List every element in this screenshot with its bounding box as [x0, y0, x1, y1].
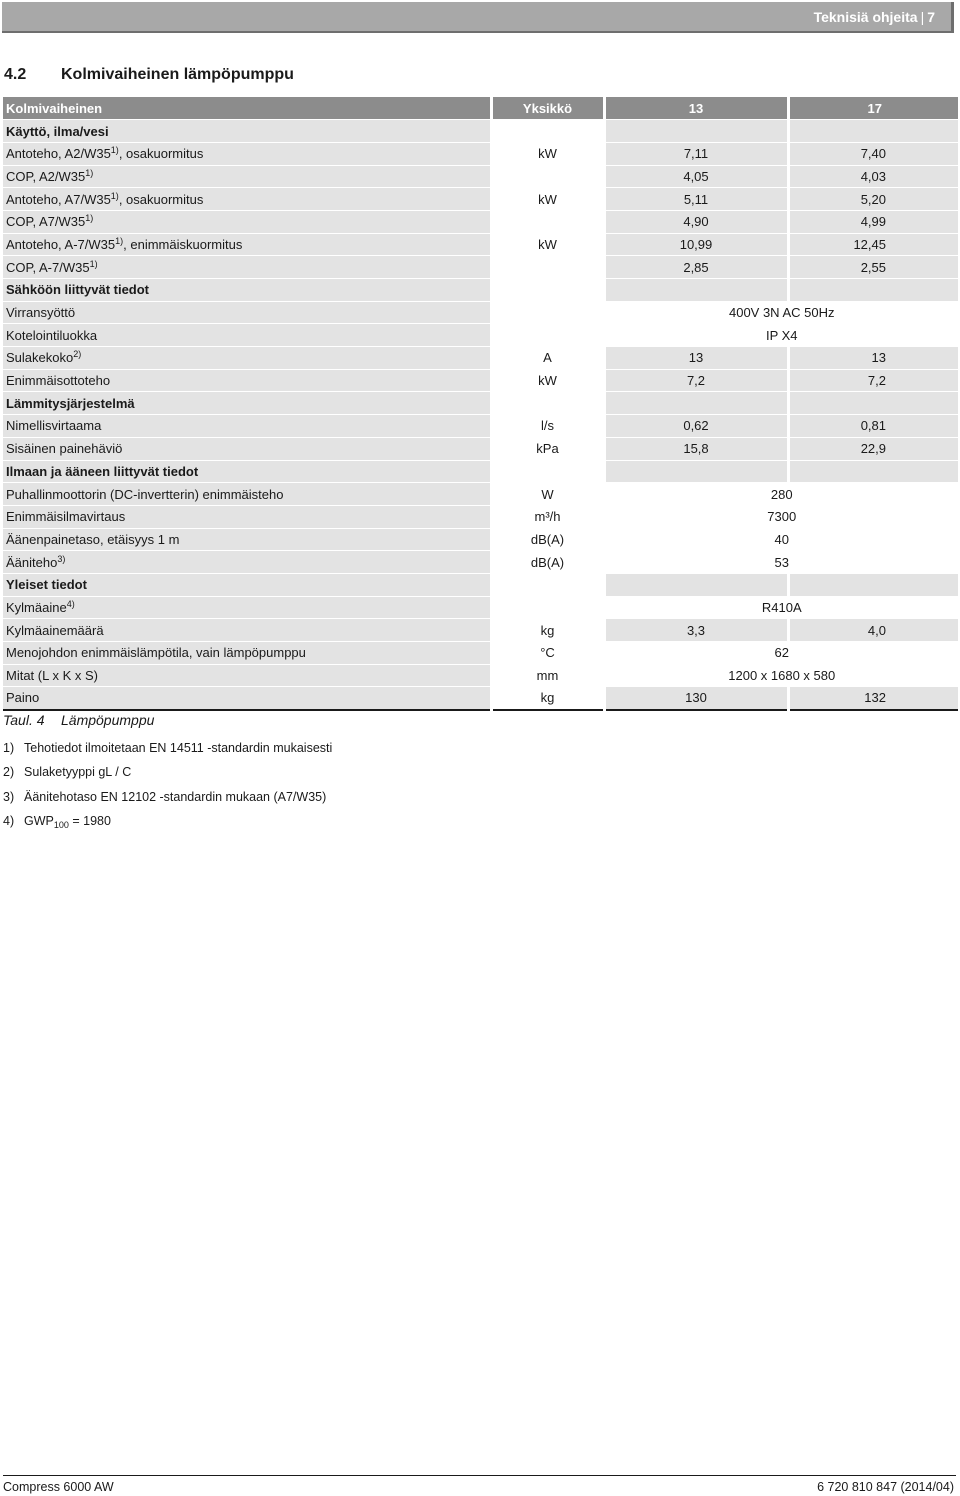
caption-number: Taul. 4: [3, 712, 45, 728]
footnote-number: 3): [3, 789, 15, 804]
unit-cell: kPa: [491, 437, 604, 460]
footnotes: [3, 740, 332, 837]
table-row: [3, 505, 958, 528]
group-label: [3, 120, 491, 143]
value-model-13: 7,11: [604, 142, 788, 165]
unit-cell: °C: [491, 642, 604, 665]
section-title: [4, 66, 294, 84]
unit-cell: dB(A): [491, 528, 604, 551]
footer-product: Compress 6000 AW: [3, 1480, 114, 1494]
value-merged: IP X4: [604, 324, 958, 347]
footnote-text: Äänitehotaso EN 12102 -standardin mukaan (A7/W35): [24, 789, 327, 804]
value-model-17: 13: [788, 347, 958, 370]
blank-cell: [788, 573, 958, 596]
row-label: [3, 142, 491, 165]
section-number: 4.2: [4, 66, 27, 83]
footnote-ref: 2): [73, 349, 82, 360]
group-label: [3, 460, 491, 483]
footnote-number: 4): [3, 813, 15, 828]
blank-cell: [604, 392, 788, 415]
table-group-row: [3, 392, 958, 415]
value-merged: R410A: [604, 596, 958, 619]
row-label-text: Käyttö, ilma/vesi: [6, 123, 109, 139]
row-label: [3, 347, 491, 370]
row-label-text: Antoteho, A-7/W35: [6, 236, 116, 252]
footnote: [3, 813, 332, 837]
header-model-17: 17: [788, 97, 958, 120]
table-row: [3, 233, 958, 256]
value-model-17: 132: [788, 687, 958, 710]
unit-cell: kW: [491, 142, 604, 165]
page-number: 7: [927, 9, 935, 25]
value-merged: 40: [604, 528, 958, 551]
unit-cell: kW: [491, 188, 604, 211]
row-label-text: COP, A-7/W35: [6, 259, 90, 275]
footnote-suffix: = 1980: [68, 813, 111, 828]
row-label: [3, 619, 491, 642]
row-label-text: Lämmitysjärjestelmä: [6, 395, 135, 411]
value-model-13: 0,62: [604, 415, 788, 438]
row-label: [3, 188, 491, 211]
row-label-text: Paino: [6, 690, 40, 706]
footnote-text: GWP: [24, 813, 54, 828]
unit-cell: kW: [491, 369, 604, 392]
table-row: [3, 142, 958, 165]
table-row: [3, 165, 958, 188]
row-label-text: Antoteho, A2/W35: [6, 146, 111, 162]
row-label-text: COP, A7/W35: [6, 214, 86, 230]
row-label-text: Puhallinmoottorin (DC-invertterin) enimmäisteho: [6, 486, 284, 502]
row-label-text: COP, A2/W35: [6, 168, 86, 184]
unit-cell: A: [491, 347, 604, 370]
unit-cell: [491, 210, 604, 233]
blank-cell: [604, 460, 788, 483]
footnote: [3, 740, 332, 764]
footnote-ref: 1): [110, 145, 119, 156]
row-label: [3, 210, 491, 233]
row-label: [3, 505, 491, 528]
unit-cell: [491, 301, 604, 324]
header-label: Kolmivaiheinen: [3, 97, 491, 120]
footnote-ref: 1): [85, 167, 94, 178]
table-group-row: [3, 460, 958, 483]
table-group-row: [3, 573, 958, 596]
row-label-suffix: , osakuormitus: [118, 191, 204, 207]
value-merged: 400V 3N AC 50Hz: [604, 301, 958, 324]
table-header-row: [3, 97, 958, 120]
row-label-text: Sisäinen painehäviö: [6, 441, 123, 457]
table-row: [3, 483, 958, 506]
row-label: [3, 369, 491, 392]
value-model-17: 4,99: [788, 210, 958, 233]
row-label-text: Mitat (L x K x S): [6, 668, 98, 684]
row-label-text: Äänenpainetaso, etäisyys 1 m: [6, 531, 180, 547]
footnote: [3, 764, 332, 788]
row-label-text: Kylmäainemäärä: [6, 622, 104, 638]
row-label-text: Enimmäisottoteho: [6, 373, 111, 389]
blank-cell: [604, 120, 788, 143]
value-model-17: 2,55: [788, 256, 958, 279]
value-model-13: 15,8: [604, 437, 788, 460]
running-header: [814, 9, 935, 25]
header-model-13: 13: [604, 97, 788, 120]
row-label: [3, 664, 491, 687]
row-label-text: Yleiset tiedot: [6, 577, 87, 593]
footnote-ref: 4): [66, 598, 75, 609]
table-row: [3, 664, 958, 687]
group-label: [3, 392, 491, 415]
table-row: [3, 301, 958, 324]
row-label: [3, 256, 491, 279]
table-row: [3, 415, 958, 438]
value-model-17: 5,20: [788, 188, 958, 211]
table-row: [3, 642, 958, 665]
table-row: [3, 324, 958, 347]
table-row: [3, 347, 958, 370]
table-row: [3, 210, 958, 233]
footer-rule: [3, 1475, 956, 1476]
row-label: [3, 642, 491, 665]
row-label-text: Virransyöttö: [6, 305, 76, 321]
blank-cell: [788, 120, 958, 143]
footer-doc-number: 6 720 810 847 (2014/04): [817, 1480, 954, 1494]
row-label: [3, 324, 491, 347]
caption-text: Lämpöpumppu: [61, 712, 155, 728]
value-model-13: 4,05: [604, 165, 788, 188]
top-bar: [2, 2, 954, 33]
footnote-ref: 1): [110, 190, 119, 201]
row-label-suffix: , enimmäiskuormitus: [123, 236, 243, 252]
row-label-text: Ääniteho: [6, 554, 58, 570]
unit-cell: [491, 165, 604, 188]
group-label: [3, 573, 491, 596]
unit-cell: W: [491, 483, 604, 506]
unit-cell: kg: [491, 619, 604, 642]
value-model-17: 0,81: [788, 415, 958, 438]
value-model-17: 7,2: [788, 369, 958, 392]
row-label: [3, 483, 491, 506]
row-label-text: Antoteho, A7/W35: [6, 191, 111, 207]
table-row: [3, 687, 958, 710]
unit-cell: m³/h: [491, 505, 604, 528]
value-model-17: 12,45: [788, 233, 958, 256]
value-model-17: 22,9: [788, 437, 958, 460]
value-model-13: 4,90: [604, 210, 788, 233]
table-group-row: [3, 120, 958, 143]
blank-cell: [604, 573, 788, 596]
value-model-13: 10,99: [604, 233, 788, 256]
unit-cell: dB(A): [491, 551, 604, 574]
value-merged: 62: [604, 642, 958, 665]
section-title-text: Kolmivaiheinen lämpöpumppu: [61, 66, 294, 83]
value-model-17: 7,40: [788, 142, 958, 165]
value-model-13: 130: [604, 687, 788, 710]
header-unit: Yksikkö: [491, 97, 604, 120]
value-merged: 7300: [604, 505, 958, 528]
row-label: [3, 528, 491, 551]
row-label: [3, 301, 491, 324]
row-label: [3, 596, 491, 619]
footnote-ref: 3): [57, 553, 66, 564]
value-model-13: 5,11: [604, 188, 788, 211]
value-model-13: 3,3: [604, 619, 788, 642]
unit-cell: l/s: [491, 415, 604, 438]
table-row: [3, 256, 958, 279]
spec-table-body: [3, 97, 958, 710]
row-label: [3, 687, 491, 710]
unit-cell: [491, 596, 604, 619]
table-row: [3, 596, 958, 619]
value-merged: 1200 x 1680 x 580: [604, 664, 958, 687]
row-label: [3, 415, 491, 438]
blank-cell: [491, 573, 604, 596]
footnote-subscript: 100: [53, 819, 69, 830]
value-model-17: 4,0: [788, 619, 958, 642]
table-group-row: [3, 279, 958, 302]
value-merged: 53: [604, 551, 958, 574]
value-model-13: 2,85: [604, 256, 788, 279]
row-label-text: Nimellisvirtaama: [6, 418, 102, 434]
unit-cell: kW: [491, 233, 604, 256]
blank-cell: [604, 279, 788, 302]
footnote: [3, 789, 332, 813]
row-label-text: Kotelointiluokka: [6, 327, 98, 343]
blank-cell: [491, 392, 604, 415]
row-label: [3, 551, 491, 574]
value-model-13: 7,2: [604, 369, 788, 392]
table-row: [3, 528, 958, 551]
unit-cell: [491, 256, 604, 279]
blank-cell: [788, 460, 958, 483]
footnote-number: 2): [3, 765, 15, 780]
blank-cell: [788, 392, 958, 415]
row-label-text: Menojohdon enimmäislämpötila, vain lämpöpumppu: [6, 645, 306, 661]
row-label-text: Enimmäisilmavirtaus: [6, 509, 126, 525]
blank-cell: [491, 460, 604, 483]
footnote-ref: 1): [115, 235, 124, 246]
row-label-text: Ilmaan ja ääneen liittyvät tiedot: [6, 463, 199, 479]
blank-cell: [788, 279, 958, 302]
header-section: Teknisiä ohjeita: [813, 9, 918, 25]
footnote-text: Tehotiedot ilmoitetaan EN 14511 -standardin mukaisesti: [24, 741, 333, 755]
unit-cell: mm: [491, 664, 604, 687]
row-label-suffix: , osakuormitus: [118, 146, 204, 162]
row-label-text: Sähköön liittyvät tiedot: [6, 282, 150, 298]
table-row: [3, 188, 958, 211]
footnote-number: 1): [3, 741, 15, 755]
value-merged: 280: [604, 483, 958, 506]
footnote-ref: 1): [85, 213, 94, 224]
group-label: [3, 279, 491, 302]
blank-cell: [491, 120, 604, 143]
blank-cell: [491, 279, 604, 302]
row-label-text: Kylmäaine: [6, 599, 67, 615]
footnote-text: Sulaketyyppi gL / C: [24, 765, 132, 780]
table-row: [3, 619, 958, 642]
table-row: [3, 437, 958, 460]
spec-table: [3, 97, 958, 711]
row-label: [3, 165, 491, 188]
footnote-ref: 1): [89, 258, 98, 269]
row-label: [3, 437, 491, 460]
unit-cell: kg: [491, 687, 604, 710]
value-model-17: 4,03: [788, 165, 958, 188]
row-label: [3, 233, 491, 256]
unit-cell: [491, 324, 604, 347]
table-row: [3, 369, 958, 392]
table-caption: [3, 712, 154, 728]
header-separator: |: [920, 9, 925, 25]
row-label-text: Sulakekoko: [6, 350, 74, 366]
value-model-13: 13: [604, 347, 788, 370]
table-row: [3, 551, 958, 574]
